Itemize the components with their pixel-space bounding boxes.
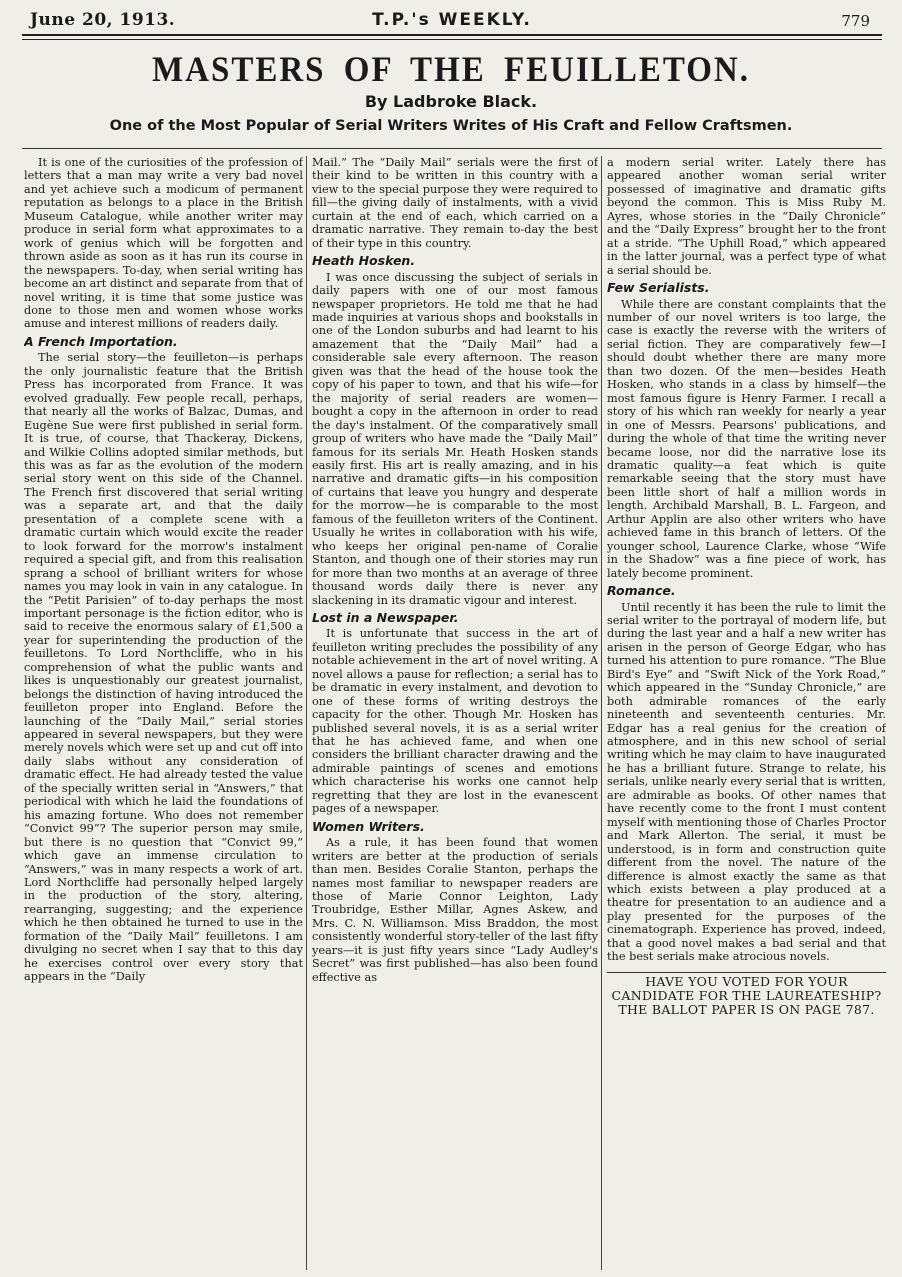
paragraph: Until recently it has been the rule to limit the serial writer to the portrayal of modern life, but during the last year and a half a new writer has arisen in the person of George Edgar, who has turned his attention to pure romance. “The Blue Bird's Eye” and “Swift Nick of the York Road,” which appeared in the “Sunday Chronicle,” are both admirable romances of the early nineteenth and seventeenth centuries. Mr. Edgar has a real genius for the creation of atmosphere, and in this new school of serial writing which he may claim to have inaugurated he has a brilliant future. Strange to relate, his serials, unlike nearly every serial that is written, are admirable as books. Of other names that have recently come to the front I must content myself with mentioning those of Charles Proctor and Mark Allerton. The serial, it must be understood, is in form and construction quite different from the novel. The nature of the difference is almost exactly the same as that which exists between a play produced at a theatre for presentation to an audience and a play presented for the purposes of the cinematograph. Experience has proved, indeed, that a good novel makes a bad serial and that the best serials make atrocious novels.: [607, 600, 886, 964]
paragraph: It is unfortunate that success in the art of feuilleton writing precludes the possibility of any notable achievement in the art of novel writing. A novel allows a pause for reflection; a serial has to be dramatic in every instalment, and devotion to one of these forms of writing destroys the capacity for the other. Though Mr. Hosken has published several novels, it is as a serial writer that he has achieved fame, and when one considers the brilliant character drawing and the admirable paintings of scenes and emotions which characterise his works one cannot help regretting that they are lost in the evanescent pages of a newspaper.: [312, 627, 598, 816]
column-1: [24, 156, 303, 1268]
article-subtitle: One of the Most Popular of Serial Writers Writes of His Craft and Fellow Craftsmen.: [109, 118, 793, 134]
column-divider-2: [601, 156, 602, 1270]
paragraph: Mail.” The “Daily Mail” serials were the first of their kind to be written in this country with a view to the special purpose they were required to fill—the giving daily of instalments, with a vivid curtain at the end of each, which carried on a dramatic narrative. They remain to-day the best of their type in this country.: [312, 156, 598, 250]
issue-date: June 20, 1913.: [30, 10, 176, 30]
section-heading: Lost in a Newspaper.: [312, 609, 459, 625]
paragraph: I was once discussing the subject of serials in daily papers with one of our most famous newspaper proprietors. He told me that he had made inquiries at various shops and bookstalls in one of the London suburbs and had learnt to his amazement that the “Daily Mail” had a considerable sale every afternoon. The reason given was that the head of the house took the copy of his paper to town, and that his wife—for the majority of serial readers are women—bought a copy in the afternoon in order to read the day's instalment. Of the comparatively small group of writers who have made the “Daily Mail” famous for its serials Mr. Heath Hosken stands easily first. His art is really amazing, and in his narrative and dramatic gifts—in his composition of curtains that leave you hungry and desperate for the morrow—he is comparable to the most famous of the feuilleton writers of the Continent. Usually he writes in collaboration with his wife, who keeps her original pen-name of Coralie Stanton, and though one of their stories may run for more than two months at an average of three thousand words daily there is never any slackening in its dramatic vigour and interest.: [312, 270, 598, 607]
section-heading: Few Serialists.: [607, 280, 710, 296]
article-byline: By Ladbroke Black.: [364, 92, 538, 111]
paragraph: As a rule, it has been found that women writers are better at the production of serials than men. Besides Coralie Stanton, perhaps the names most familiar to newspaper readers are those of Marie Connor Leighton, Lady Troubridge, Esther Millar, Agnes Askew, and Mrs. C. N. Williamson. Miss Braddon, the most consistently wonderful story-teller of the last fifty years—it is just fifty years since “Lady Audley's Secret” was first published—has also been found effective as: [312, 836, 598, 984]
article-title: MASTERS OF THE FEUILLETON.: [151, 50, 751, 90]
page-number: 779: [841, 12, 870, 30]
paragraph: It is one of the curiosities of the profession of letters that a man may write a very bad novel and yet achieve such a modicum of permanent reputation as belongs to a place in the British Museum Catalogue, while another writer may produce in serial form what approximates to a work of genius which will be forgotten and thrown aside as soon as it has run its course in the newspapers. To-day, when serial writing has become an art distinct and separate from that of novel writing, it is time that some justice was done to those men and women whose works amuse and interest millions of readers daily.: [24, 156, 303, 331]
column-3: [607, 156, 886, 1268]
section-heading: Heath Hosken.: [312, 253, 416, 269]
header-rule-thin: [22, 39, 882, 40]
paragraph: While there are constant complaints that the number of our novel writers is too large, the case is exactly the reverse with the writers of serial fiction. They are comparatively few—I should doubt whether there are many more than two dozen. Of the men—besides Heath Hosken, who stands in a class by himself—the most famous figure is Henry Farmer. I recall a story of his which ran weekly for nearly a year in one of Messrs. Pearsons' publications, and during the whole of that time the writing never became loose, nor did the narrative lose its dramatic quality—a feat which is quite remarkable seeing that the story must have been little short of half a million words in length. Archibald Marshall, B. L. Fargeon, and Arthur Applin are also other writers who have achieved fame in this branch of letters. Of the younger school, Laurence Clarke, whose “Wife in the Shadow” was a fine piece of work, has lately become prominent.: [607, 297, 886, 580]
paragraph: The serial story—the feuilleton—is perhaps the only journalistic feature that the British Press has incorporated from France. It was evolved gradually. Few people recall, perhaps, that nearly all the works of Balzac, Dumas, and Eugène Sue were first published in serial form. It is true, of course, that Thackeray, Dickens, and Wilkie Collins adopted similar methods, but this was as far as the evolution of the modern serial story went on this side of the Channel. The French first discovered that serial writing was a separate art, and that the daily presentation of a complete scene with a dramatic curtain which would excite the reader to look forward for the morrow's instalment required a special gift, and from this realisation sprang a school of brilliant writers for whose names you may look in vain in any catalogue. In the “Petit Parisien” of to-day perhaps the most important personage is the fiction editor, who is said to receive the enormous salary of £1,500 a year for superintending the production of the feuilletons. To Lord Northcliffe, who in his comprehension of what the public wants and likes is unquestionably our greatest journalist, belongs the distinction of having introduced the feuilleton proper into England. Before the launching of the “Daily Mail,” serial stories appeared in several newspapers, but they were merely novels which were set up and cut off into daily slabs without any consideration of dramatic effect. He had already tested the value of the specially written serial in “Answers,” that periodical with which he laid the foundations of his amazing fortune. Who does not remember “Convict 99”? The superior person may smile, but there is no question that “Convict 99,” which gave an immense circulation to “Answers,” was in many respects a work of art. Lord Northcliffe had personally helped largely in the production of the story, altering, rearranging, suggesting; and the experience which he then obtained he turned to use in the formation of the “Daily Mail” feuilletons. I am divulging no secret when I say that to this day he exercises control over every story that appears in the “Daily: [24, 351, 303, 984]
column-2: [312, 156, 598, 1268]
header-rule-thick: [22, 34, 882, 36]
section-heading: Women Writers.: [312, 818, 425, 834]
ballot-notice: HAVE YOU VOTED FOR YOUR CANDIDATE FOR THE LAUREATESHIP? THE BALLOT PAPER IS ON PAGE 787.: [607, 972, 886, 1017]
section-heading: A French Importation.: [24, 333, 178, 349]
publication-name: T.P.'s WEEKLY.: [372, 10, 532, 30]
paragraph: a modern serial writer. Lately there has appeared another woman serial writer possessed of imaginative and dramatic gifts beyond the common. This is Miss Ruby M. Ayres, whose stories in the “Daily Chronicle” and the “Daily Express” brought her to the front at a stride. “The Uphill Road,” which appeared in the latter journal, was a perfect type of what a serial should be.: [607, 156, 886, 277]
section-heading: Romance.: [607, 583, 676, 599]
column-divider-1: [306, 156, 307, 1270]
running-head: [22, 8, 882, 34]
title-rule: [22, 148, 882, 149]
